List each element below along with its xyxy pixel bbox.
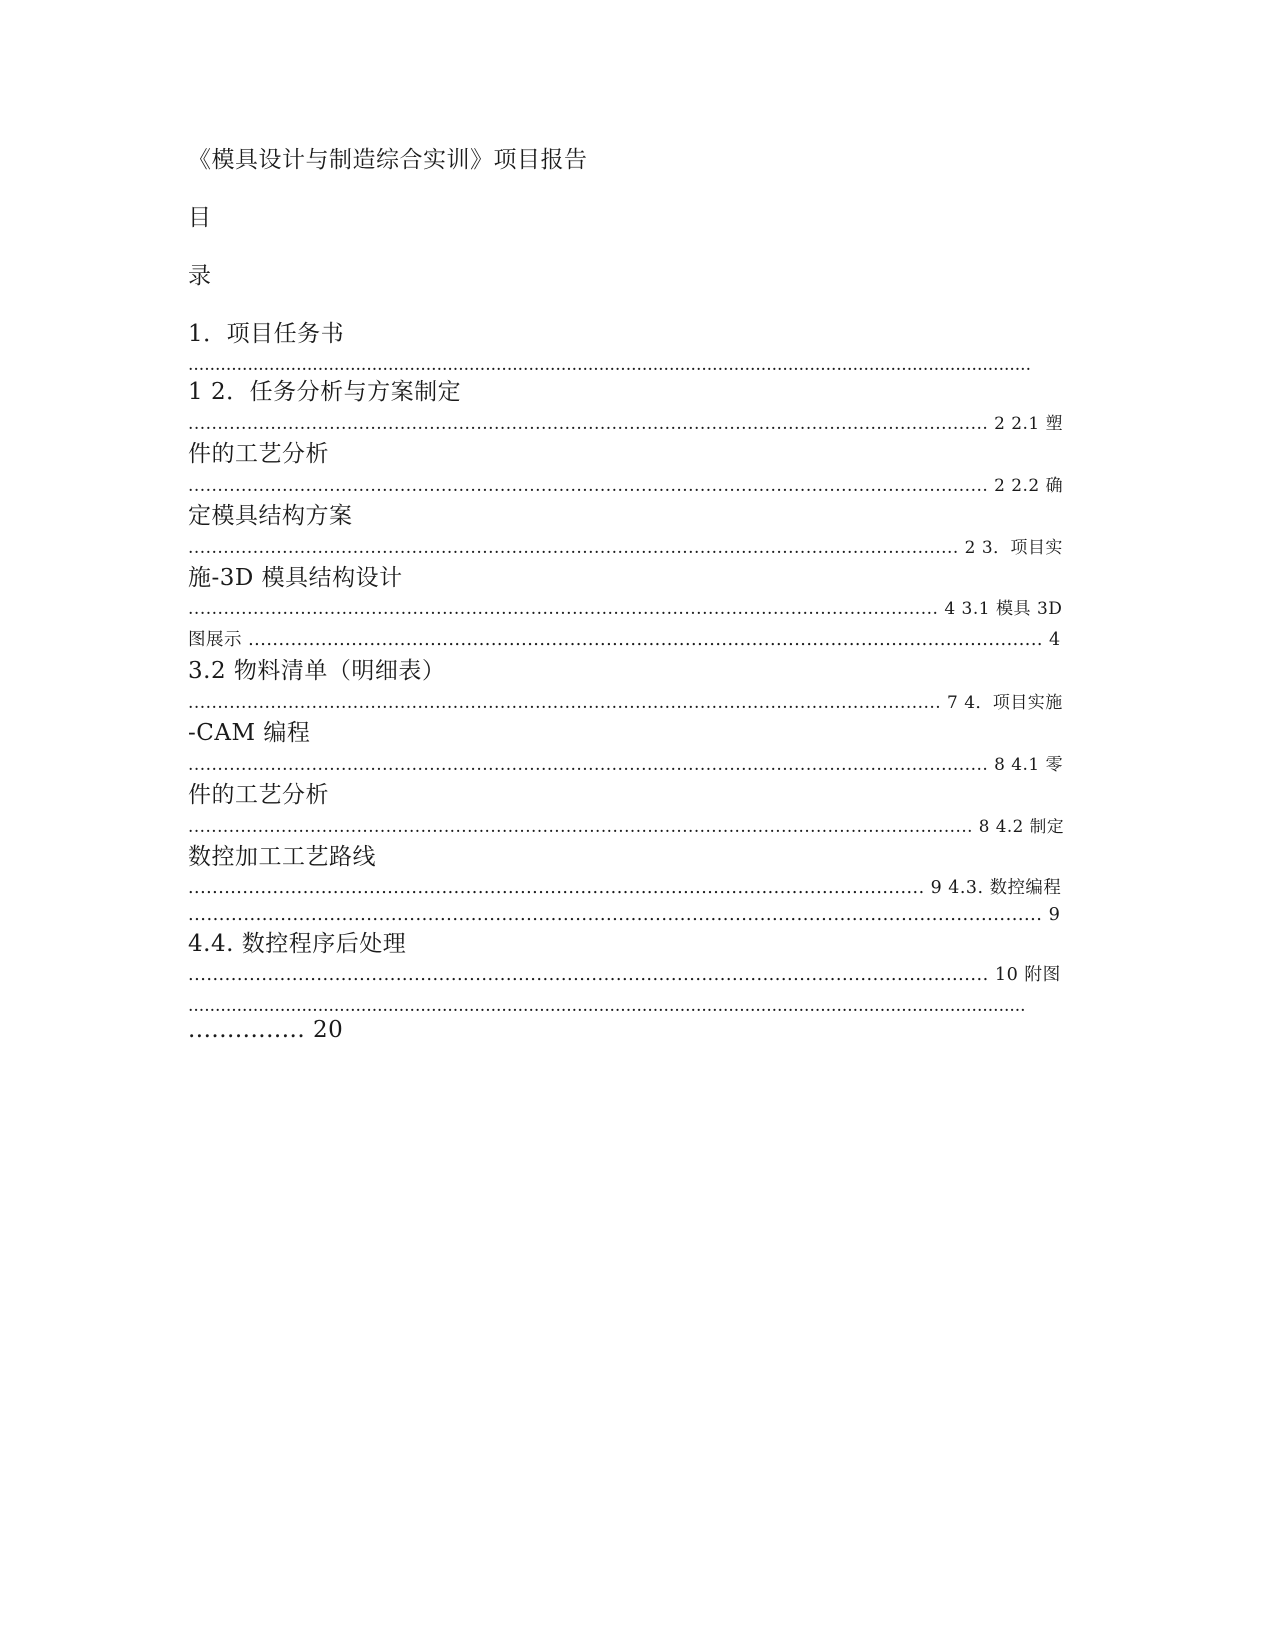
toc-line: -CAM 编程 — [188, 720, 311, 746]
toc-line: 1．项目任务书 — [188, 321, 345, 347]
toc-line: 3.2 物料清单（明细表） — [188, 658, 446, 684]
toc-line: 定模具结构方案 — [188, 503, 353, 529]
toc-line: ........................................................................................................................................ 2 2.2 确 — [188, 475, 1064, 495]
toc-line: .......................................................................................................................... 9 4.3. 数控编程 — [188, 878, 1062, 898]
toc-line: ................................................................................................................................ 7 4．项目实施 — [188, 692, 1063, 712]
toc-line: 数控加工工艺路线 — [188, 844, 376, 870]
toc-heading-part1: 目 — [188, 205, 212, 231]
toc-line: 施-3D 模具结构设计 — [188, 565, 403, 591]
toc-line: ................................................................................................................................... 2 3．项目实 — [188, 537, 1063, 557]
toc-line: ............................................................................................................................... 4 3.1 模具 3D — [188, 599, 1063, 619]
toc-line: 图展示 ................................................................................................................................... 4 — [188, 630, 1061, 650]
toc-heading-part2: 录 — [188, 263, 212, 289]
toc-line: ....................................................................................................................................... 8 4.2 制定 — [188, 816, 1065, 836]
toc-line: 1 2．任务分析与方案制定 — [188, 379, 462, 405]
toc-line: ................................................................................................................................... 10 附图 — [188, 965, 1061, 985]
toc-line: 4.4. 数控程序后处理 — [188, 931, 407, 957]
toc-line: ........................................................................................................................................................... — [188, 996, 1026, 1016]
toc-line: ............... 20 — [188, 1017, 344, 1043]
toc-line: ........................................................................................................................................... 9 — [188, 905, 1061, 925]
toc-line: ............................................................................................................................................................ — [188, 355, 1031, 375]
toc-line: 件的工艺分析 — [188, 782, 329, 808]
toc-line: ........................................................................................................................................ 2 2.1 塑 — [188, 413, 1064, 433]
document-title: 《模具设计与制造综合实训》项目报告 — [188, 147, 588, 173]
toc-line: ........................................................................................................................................ 8 4.1 零 — [188, 754, 1064, 774]
toc-line: 件的工艺分析 — [188, 441, 329, 467]
